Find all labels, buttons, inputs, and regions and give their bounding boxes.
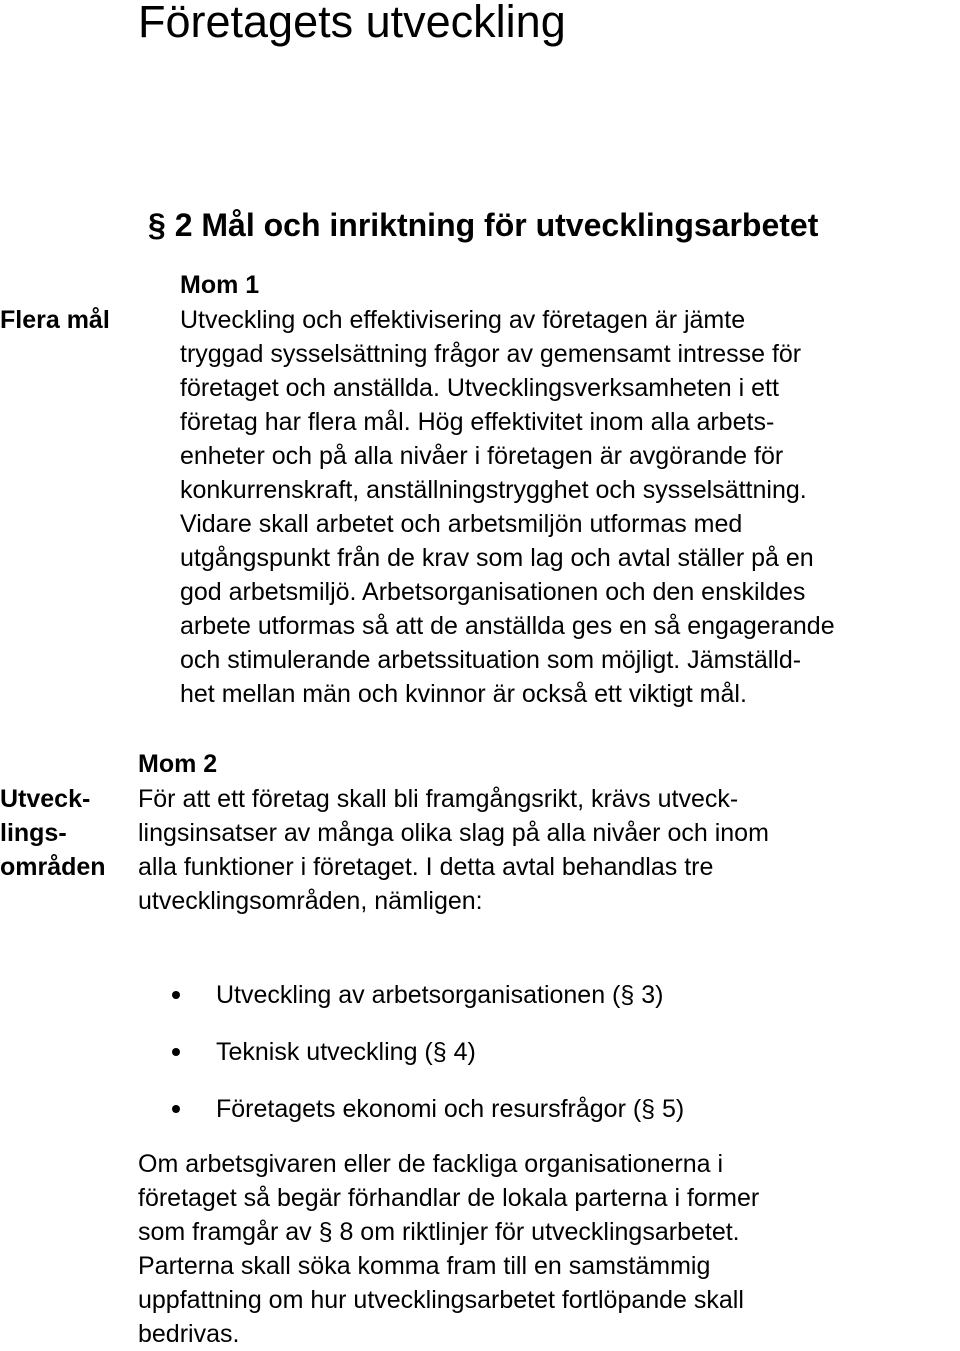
section-heading: § 2 Mål och inriktning för utvecklingsarbetet xyxy=(148,207,819,243)
mom1-line: arbete utformas så att de anställda ges en så engagerande xyxy=(180,612,835,640)
margin-note-line: lings- xyxy=(0,819,67,847)
closing-line: Om arbetsgivaren eller de fackliga organisationerna i xyxy=(138,1150,724,1178)
mom1-label: Mom 1 xyxy=(180,271,260,299)
mom1-line: enheter och på alla nivåer i företagen är avgörande för xyxy=(180,442,784,470)
margin-note-line: Utveck- xyxy=(0,785,91,813)
bullet-icon xyxy=(172,991,180,999)
mom2-line: utvecklingsområden, nämligen: xyxy=(138,887,483,915)
mom1-line: tryggad sysselsättning frågor av gemensamt intresse för xyxy=(180,340,802,368)
list-item-text: Utveckling av arbetsorganisationen (§ 3) xyxy=(216,981,664,1009)
mom1-line: företag har flera mål. Hög effektivitet inom alla arbets- xyxy=(180,408,775,436)
closing-line: företaget så begär förhandlar de lokala parterna i former xyxy=(138,1184,760,1212)
mom2-line: alla funktioner i företaget. I detta avtal behandlas tre xyxy=(138,853,714,881)
bullet-icon xyxy=(172,1048,180,1056)
mom1-line: god arbetsmiljö. Arbetsorganisationen och den enskildes xyxy=(180,578,806,606)
closing-line: som framgår av § 8 om riktlinjer för utvecklingsarbetet. xyxy=(138,1218,740,1246)
mom1-line: företaget och anställda. Utvecklingsverksamheten i ett xyxy=(180,374,779,402)
margin-note-line: områden xyxy=(0,853,106,881)
mom1-line: konkurrenskraft, anställningstrygghet och sysselsättning. xyxy=(180,476,807,504)
mom1-paragraph xyxy=(180,303,835,711)
mom2-label: Mom 2 xyxy=(138,750,218,778)
page-title: Företagets utveckling xyxy=(138,0,566,47)
closing-line: uppfattning om hur utvecklingsarbetet fortlöpande skall xyxy=(138,1286,744,1314)
mom1-line: Utveckling och effektivisering av företagen är jämte xyxy=(180,306,746,334)
closing-paragraph xyxy=(138,1147,759,1351)
mom2-line: lingsinsatser av många olika slag på alla nivåer och inom xyxy=(138,819,769,847)
mom1-line: Vidare skall arbetet och arbetsmiljön utformas med xyxy=(180,510,743,538)
bullet-icon xyxy=(172,1105,180,1113)
mom1-line: utgångspunkt från de krav som lag och avtal ställer på en xyxy=(180,544,814,572)
mom2-paragraph xyxy=(138,782,769,918)
list-item-text: Teknisk utveckling (§ 4) xyxy=(216,1038,476,1066)
mom1-line: och stimulerande arbetssituation som möjligt. Jämställd- xyxy=(180,646,802,674)
margin-note-flera-mal: Flera mål xyxy=(0,306,110,334)
list-item-text: Företagets ekonomi och resursfrågor (§ 5) xyxy=(216,1095,685,1123)
mom1-line: het mellan män och kvinnor är också ett viktigt mål. xyxy=(180,680,747,708)
mom2-line: För att ett företag skall bli framgångsrikt, krävs utveck- xyxy=(138,785,739,813)
closing-line: bedrivas. xyxy=(138,1320,240,1348)
closing-line: Parterna skall söka komma fram till en samstämmig xyxy=(138,1252,711,1280)
margin-note-utvecklingsomraden xyxy=(0,782,106,884)
